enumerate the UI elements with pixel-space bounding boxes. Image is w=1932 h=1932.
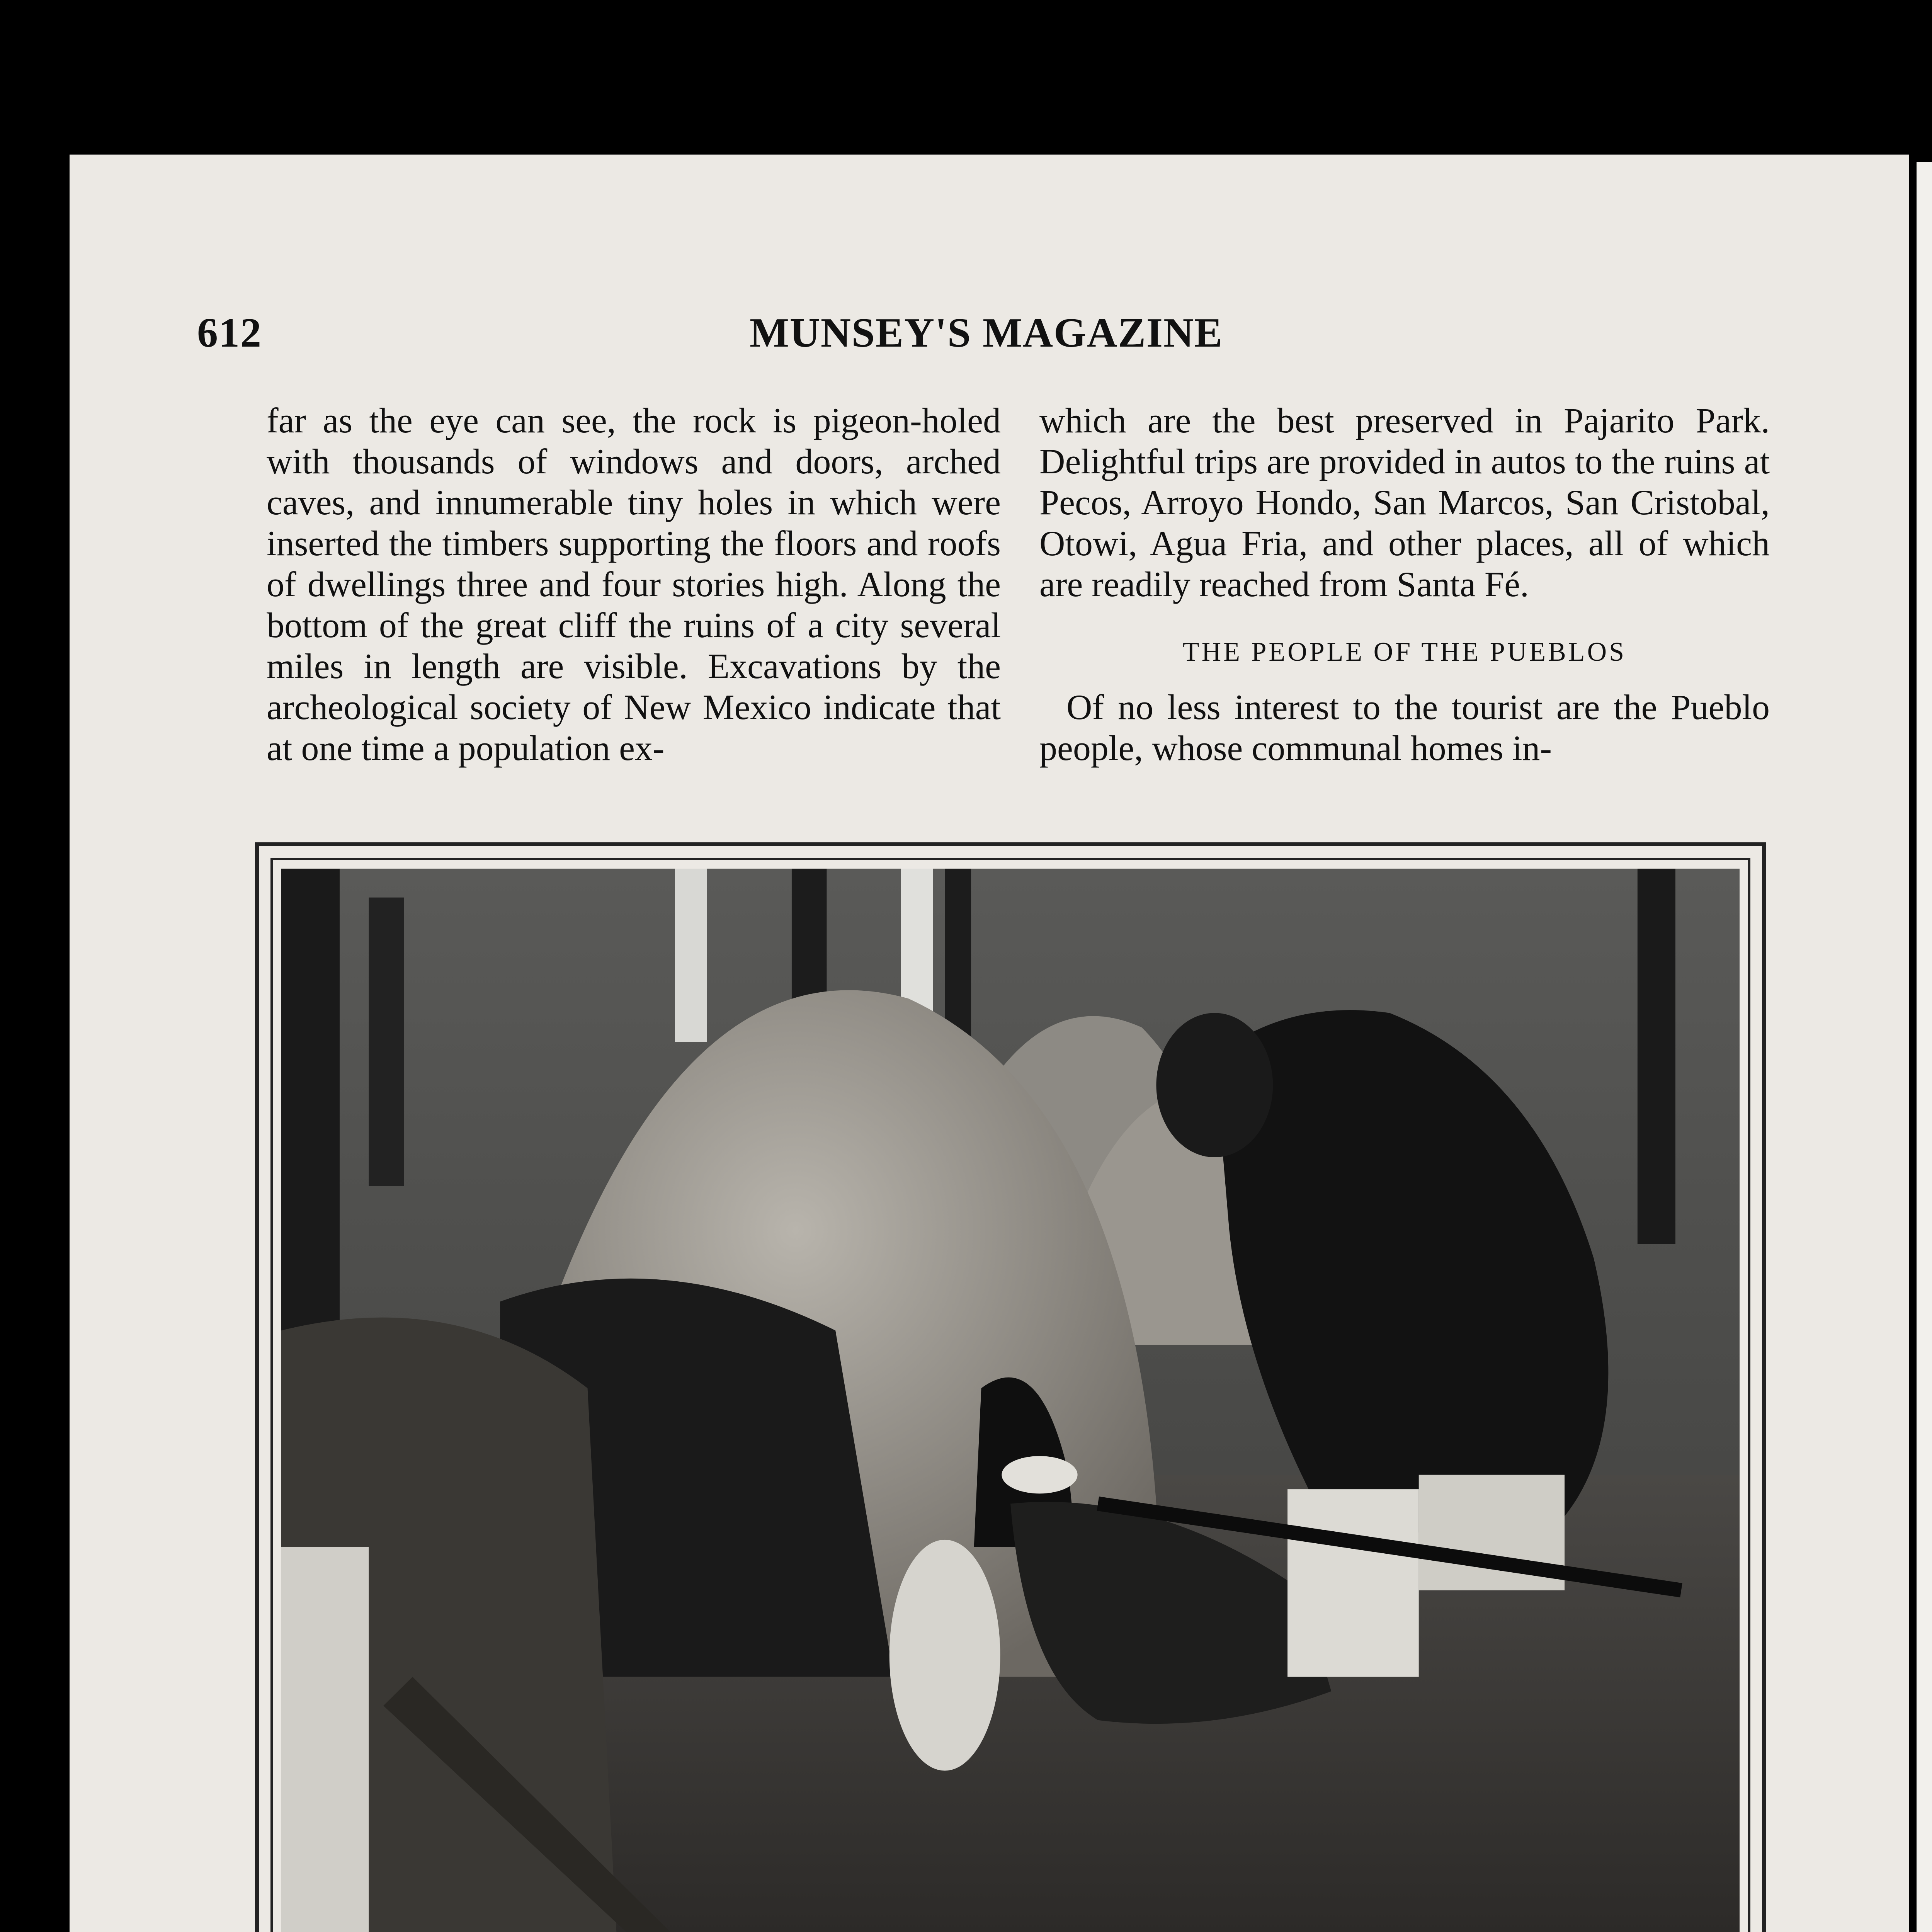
paragraph: which are the best preserved in Pajarito Park. Delightful trips are provided in autos to the ruins at Pecos, Arroyo Hondo, San Marcos, San Cristobal, Otowi, Agua Fria, and other places, all of which are readily reached from Santa Fé.: [1039, 401, 1770, 604]
running-head: MUNSEY'S MAGAZINE: [750, 310, 1223, 356]
facing-page-edge: [1917, 162, 1932, 1932]
photo-border: [270, 858, 1750, 1932]
photo-frame: [255, 842, 1766, 1932]
column-top-left: [267, 400, 1001, 769]
page-header: [197, 309, 1704, 363]
page-number: 612: [197, 310, 262, 356]
paragraph: far as the eye can see, the rock is pigeon-holed with thousands of windows and doors, arched caves, and innumerable tiny holes in which were inserted the timbers supporting the floors and roofs of dwellings three and four stories high. Along the bottom of the great cliff the ruins of a city several miles in length are visible. Excavations by the archeological society of New Mexico indicate that at one time a population ex-: [267, 401, 1001, 768]
paragraph: Of no less interest to the tourist are the Pueblo people, whose communal homes in-: [1039, 687, 1770, 768]
baking-bread-photo: [281, 869, 1740, 1932]
column-top-right: [1039, 400, 1770, 769]
section-heading: THE PEOPLE OF THE PUEBLOS: [1182, 637, 1627, 667]
